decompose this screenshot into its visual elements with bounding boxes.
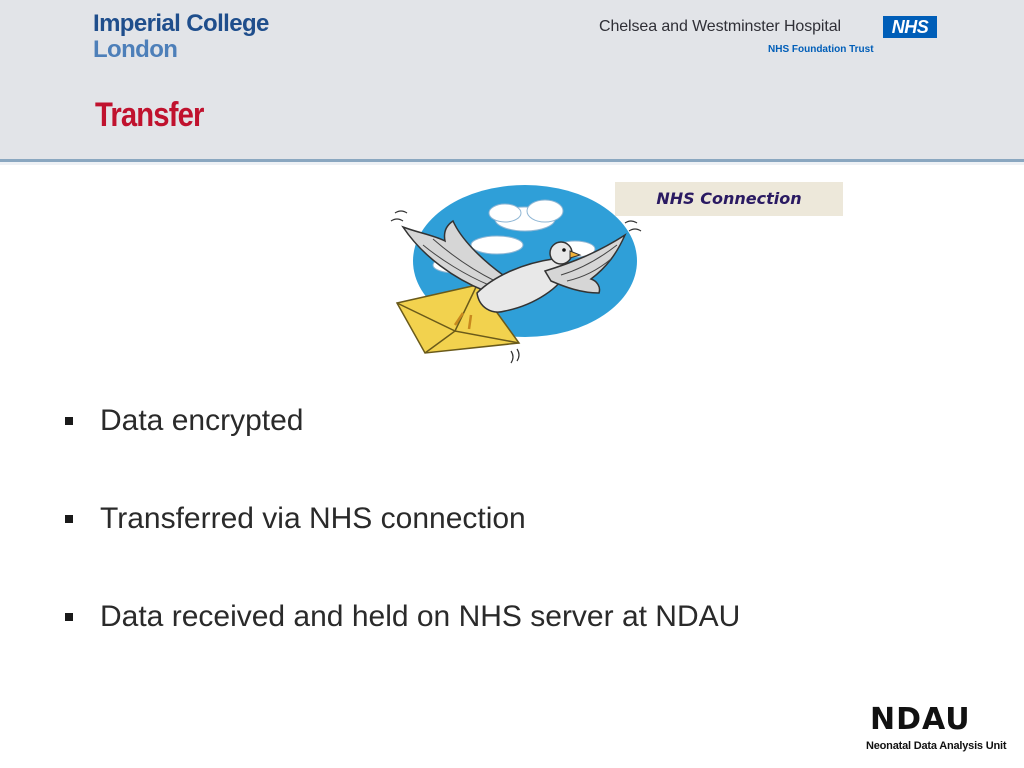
hospital-subtitle: NHS Foundation Trust — [768, 44, 874, 55]
list-item — [60, 498, 960, 596]
bullet-text: Data encrypted — [100, 404, 304, 437]
square-bullet-icon — [65, 515, 73, 523]
carrier-pigeon-icon — [385, 183, 647, 375]
bullet-list — [60, 400, 960, 694]
logo-line-1: Imperial College — [93, 10, 269, 37]
square-bullet-icon — [65, 613, 73, 621]
ndau-title: NDAU — [870, 702, 971, 737]
square-bullet-icon — [65, 417, 73, 425]
bullet-text: Transferred via NHS connection — [100, 502, 526, 535]
bullet-text: Data received and held on NHS server at NDAU — [100, 600, 741, 633]
ndau-subtitle: Neonatal Data Analysis Unit — [866, 740, 1007, 752]
list-item — [60, 596, 960, 694]
ndau-logo — [866, 702, 1024, 768]
nhs-connection-callout: NHS Connection — [615, 182, 843, 216]
slide-title: Transfer — [95, 96, 204, 134]
list-item — [60, 400, 960, 498]
imperial-college-logo — [93, 12, 269, 62]
hospital-name: Chelsea and Westminster Hospital — [599, 18, 841, 35]
slide-header — [0, 0, 1024, 162]
logo-line-2: London — [93, 36, 178, 63]
nhs-badge: NHS — [883, 16, 937, 38]
